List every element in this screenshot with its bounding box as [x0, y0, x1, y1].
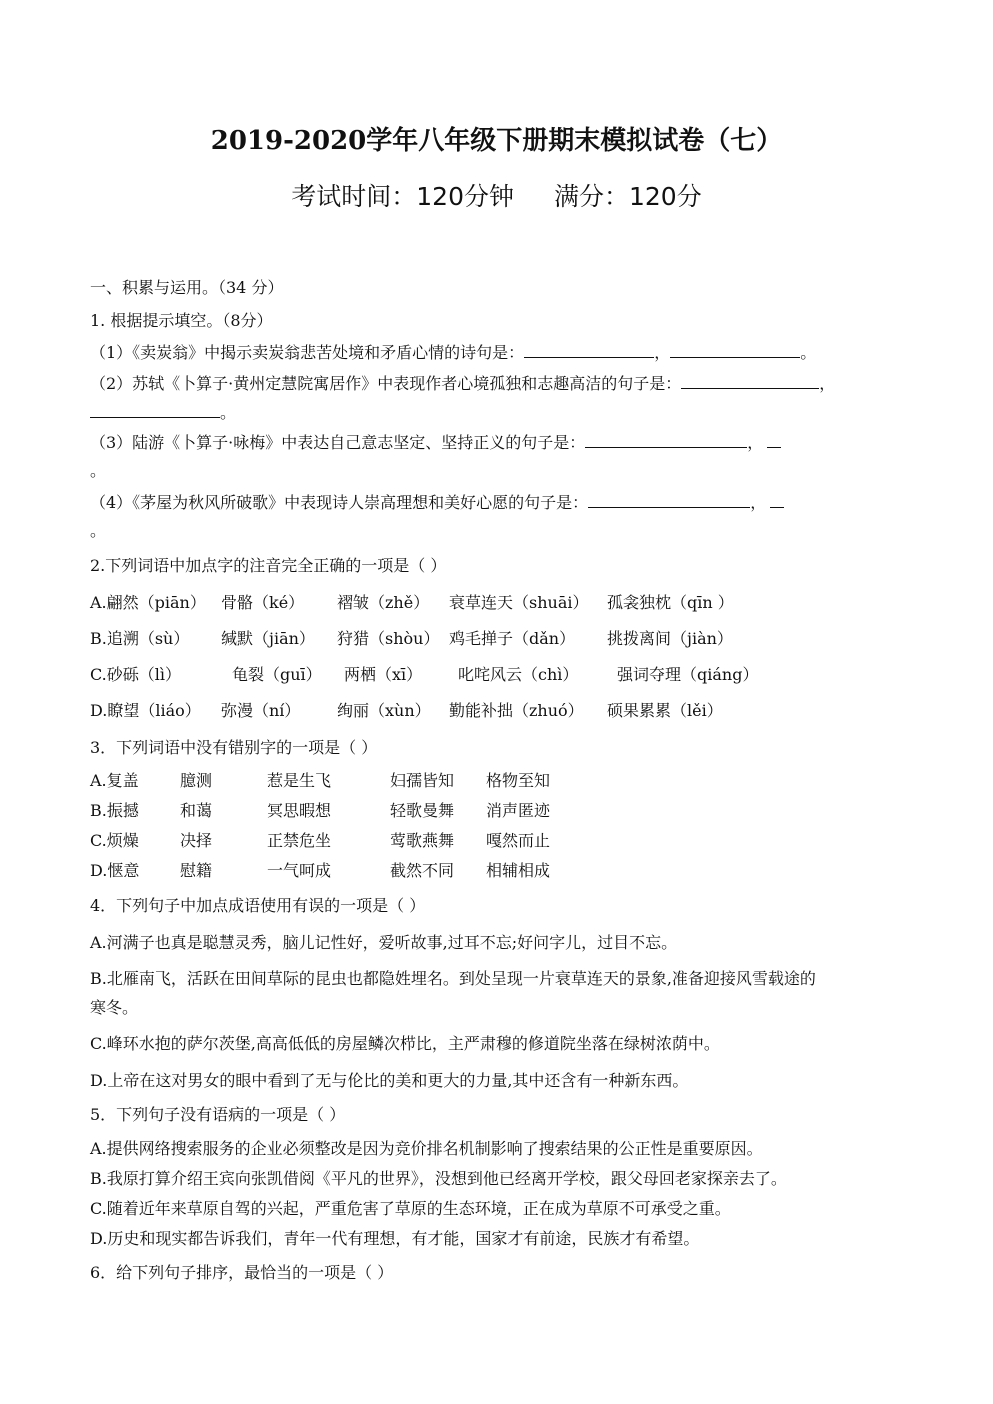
q1-line1 [90, 340, 816, 363]
q3-a-item: 惹是生飞 [267, 771, 332, 790]
q1-stem: 1. 根据提示填空。（8分） [90, 311, 273, 330]
q1-line2 [90, 371, 835, 394]
q4-stem: 4．下列句子中加点成语使用有误的一项是（ ） [90, 896, 426, 915]
q2-b-item: 缄默（jiān） [221, 629, 315, 648]
exam-title: 2019-2020学年八年级下册期末模拟试卷（七） [210, 126, 783, 156]
q1-line3 [90, 430, 781, 453]
exam-full-score: 满分：120分 [554, 182, 702, 211]
q3-c-item: 嘎然而止 [486, 831, 551, 850]
q3-d-item: D.惬意 [90, 861, 140, 880]
q5-stem: 5．下列句子没有语病的一项是（ ） [90, 1105, 346, 1124]
q2-a-item: 褶皱（zhě） [337, 593, 430, 612]
q2-b-item: 狩猎（shòu） [337, 629, 440, 648]
q1-line4 [90, 490, 784, 513]
q5-option-c: C.随着近年来草原自驾的兴起，严重危害了草原的生态环境，正在成为草原不可承受之重。 [90, 1199, 731, 1218]
q3-d-item: 截然不同 [390, 861, 455, 880]
q3-c-item: 正禁危坐 [267, 831, 332, 850]
q4-option-a: A.河满子也真是聪慧灵秀，脑儿记性好，爱听故事,过耳不忘;好问字儿，过目不忘。 [90, 933, 678, 952]
q3-d-item: 相辅相成 [486, 861, 551, 880]
q1-line3-sep: ， [747, 433, 764, 452]
answer-blank[interactable] [767, 433, 781, 448]
q3-a-item: A.复盖 [90, 771, 139, 790]
q2-d-item: 绚丽（xùn） [337, 701, 431, 720]
q3-b-item: 冥思暇想 [267, 801, 332, 820]
q3-a-item: 妇孺皆知 [390, 771, 455, 790]
answer-blank[interactable] [90, 403, 220, 418]
q2-b-item: 鸡毛掸子（dǎn） [449, 629, 576, 648]
q1-line1-text: （1）《卖炭翁》中揭示卖炭翁悲苦处境和矛盾心情的诗句是： [90, 343, 525, 362]
q1-line1-sep: ， [654, 343, 671, 362]
q2-a-item: 孤衾独枕（qīn ） [607, 593, 734, 612]
q2-a-item: 衰草连天（shuāi） [449, 593, 589, 612]
answer-blank[interactable] [585, 433, 747, 448]
q4-option-c: C.峰环水抱的萨尔茨堡,高高低低的房屋鳞次栉比，主严肃穆的修道院坐落在绿树浓荫中。 [90, 1034, 720, 1053]
q3-c-item: C.烦燥 [90, 831, 139, 850]
q2-c-item: 两栖（xī） [344, 665, 423, 684]
q1-line3-text: （3）陆游《卜算子·咏梅》中表达自己意志坚定、坚持正义的句子是： [90, 433, 586, 452]
q2-c-item: C.砂砾（lì） [90, 665, 181, 684]
answer-blank[interactable] [770, 493, 784, 508]
q2-d-item: 硕果累累（lěi） [607, 701, 723, 720]
q2-d-item: D.瞭望（liáo） [90, 701, 201, 720]
q3-b-item: 轻歌曼舞 [390, 801, 455, 820]
q3-stem: 3．下列词语中没有错别字的一项是（ ） [90, 738, 378, 757]
answer-blank[interactable] [524, 343, 654, 358]
answer-blank[interactable] [588, 493, 750, 508]
q5-option-a: A.提供网络搜索服务的企业必须整改是因为竞价排名机制影响了搜索结果的公正性是重要原因。 [90, 1139, 763, 1158]
q3-a-item: 臆测 [180, 771, 213, 790]
q2-d-item: 弥漫（ní） [221, 701, 301, 720]
q2-c-item: 龟裂（guī） [232, 665, 322, 684]
q1-line2-cont [90, 400, 236, 423]
q3-b-item: 消声匿迹 [486, 801, 551, 820]
exam-info [0, 177, 993, 213]
answer-blank[interactable] [670, 343, 800, 358]
q3-d-item: 一气呵成 [267, 861, 332, 880]
q4-option-b: B.北雁南飞，活跃在田间草际的昆虫也都隐姓埋名。到处呈现一片衰草连天的景象,准备迎接风雪载途的 [90, 969, 816, 988]
q3-c-item: 决择 [180, 831, 213, 850]
q3-c-item: 莺歌燕舞 [390, 831, 455, 850]
q1-line2-text: （2）苏轼《卜算子·黄州定慧院寓居作》中表现作者心境孤独和志趣高洁的句子是： [90, 374, 682, 393]
q4-option-d: D.上帝在这对男女的眼中看到了无与伦比的美和更大的力量,其中还含有一种新东西。 [90, 1071, 689, 1090]
q1-line4-text: （4）《茅屋为秋风所破歌》中表现诗人崇高理想和美好心愿的句子是： [90, 493, 589, 512]
q3-b-item: B.振撼 [90, 801, 139, 820]
q2-a-item: A.翩然（piān） [90, 593, 206, 612]
q6-stem: 6．给下列句子排序，最恰当的一项是（ ） [90, 1263, 394, 1282]
q1-line1-end: 。 [800, 343, 817, 362]
exam-time: 考试时间：120分钟 [291, 182, 514, 211]
q2-a-item: 骨骼（ké） [221, 593, 305, 612]
q1-line2-end: 。 [220, 403, 237, 422]
q4-option-b-cont: 寒冬。 [90, 998, 139, 1017]
q2-b-item: 挑拨离间（jiàn） [607, 629, 733, 648]
q2-stem: 2.下列词语中加点字的注音完全正确的一项是（ ） [90, 556, 447, 575]
q1-line3-end: 。 [90, 461, 107, 480]
q2-c-item: 强词夺理（qiáng） [617, 665, 759, 684]
q2-b-item: B.追溯（sù） [90, 629, 190, 648]
q2-d-item: 勤能补拙（zhuó） [449, 701, 584, 720]
q1-line2-sep: ， [819, 374, 836, 393]
q3-d-item: 慰籍 [180, 861, 213, 880]
q3-a-item: 格物至知 [486, 771, 551, 790]
answer-blank[interactable] [681, 374, 819, 389]
q1-line4-sep: ， [750, 493, 767, 512]
q2-c-item: 叱咤风云（chì） [458, 665, 579, 684]
q5-option-d: D.历史和现实都告诉我们，青年一代有理想，有才能，国家才有前途，民族才有希望。 [90, 1229, 700, 1248]
q1-line4-end: 。 [90, 521, 107, 540]
q3-b-item: 和蔼 [180, 801, 213, 820]
q5-option-b: B.我原打算介绍王宾向张凯借阅《平凡的世界》，没想到他已经离开学校，跟父母回老家探亲去了。 [90, 1169, 787, 1188]
section-heading: 一、积累与运用。（34 分） [90, 278, 284, 297]
